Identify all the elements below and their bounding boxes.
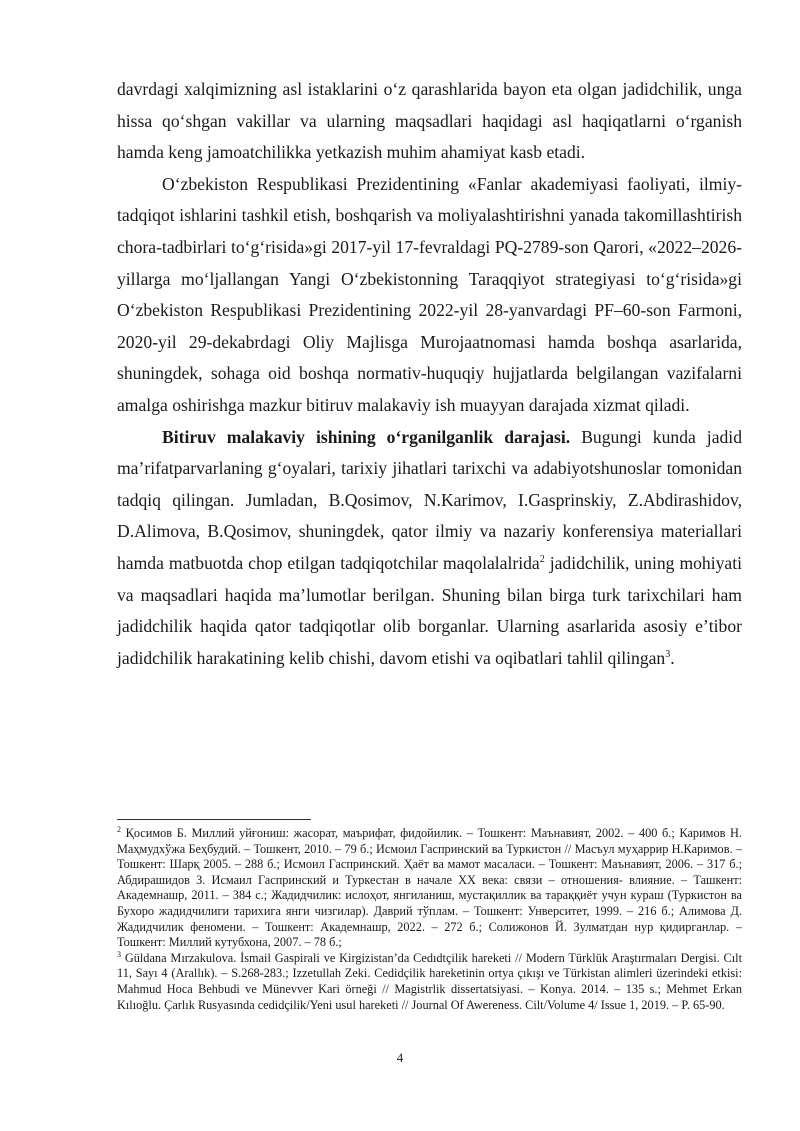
footnotes [117, 826, 742, 1013]
paragraph-3-end: . [670, 647, 675, 668]
main-text [117, 74, 742, 674]
footnote-separator [117, 819, 311, 820]
paragraph-3 [117, 422, 742, 675]
footnote-ref-3[interactable]: 3 [665, 648, 671, 660]
footnote-3 [117, 951, 742, 1013]
paragraph-3-text-b: jadidchilik, uning mohiyati va maqsadlari haqida maʼlumotlar berilgan. Shuning bilan birga turk tarixchilari ham jadidchilik haqida qator tadqiqotlar olib borganlar. Ularning asarlarida asosiy eʼtibor jadidchilik harakatining kelib chishi, davom etishi va oqibatlari tahlil qilingan [117, 552, 742, 668]
paragraph-3-text-a: Bugungi kunda jadid maʼrifatparvarlaning gʻoyalari, tarixiy jihatlari tarixchi va adabiyotshunoslar tomonidan tadqiq qilingan. Jumladan, B.Qosimov, N.Karimov, I.Gasprinskiy, Z.Abdirashidov, D.Alimova, B.Qosimov, shuningdek, qator ilmiy va nazariy konferensiya materiallari hamda matbuotda chop etilgan tadqiqotchilar maqolalalrida [117, 426, 742, 573]
footnote-2 [117, 826, 742, 951]
section-heading: Bitiruv malakaviy ishining oʻrganilganlik darajasi. [162, 426, 571, 447]
footnote-text: Güldana Mırzakulova. İsmail Gaspirali ve Kirgizistan’da Cedıdtçilik hareketi // Modern Türklük Araştırmaları Dergisi. Cılt 11, Sayı 4 (Arallık). – S.268-283.; Izzetullah Zeki. Cedidçilik hareketinin ortya çıkışı ve Türkistan alimleri üzerindeki etkisi: Mahmud Hoca Behbudi ve Münevver Kari örneği // Magistrlik dissertatsiyasi. – Konya. 2014. – 135 s.; Mehmet Erkan Kılıoğlu. Çarlık Rusyasında cedidçilik/Yeni usul hareketi // Journal Of Awereness. Cilt/Volume 4/ Issue 1, 2019. – P. 65-90. [117, 950, 742, 1012]
footnote-number: 3 [117, 949, 121, 959]
paragraph-2: Oʻzbekiston Respublikasi Prezidentining «Fanlar akademiyasi faoliyati, ilmiy-tadqiqot ishlarini tashkil etish, boshqarish va moliyalashtirishni yanada takomillashtirish chora-tadbirlari toʻgʻrisida»gi 2017-yil 17-fevraldagi PQ-2789-son Qarori, «2022–2026-yillarga moʻljallangan Yangi Oʻzbekistonning Taraqqiyot strategiyasi toʻgʻrisida»gi Oʻzbekiston Respublikasi Prezidentining 2022-yil 28-yanvardagi PF–60-son Farmoni, 2020-yil 29-dekabrdagi Oliy Majlisga Murojaatnomasi hamda boshqa asarlarida, shuningdek, sohaga oid boshqa normativ-huquqiy hujjatlarda belgilangan vazifalarni amalga oshirishga mazkur bitiruv malakaviy ish muayyan darajada xizmat qiladi. [117, 173, 742, 415]
page-number: 4 [396, 1050, 404, 1065]
footnote-ref-2[interactable]: 2 [539, 554, 545, 566]
footnote-text: Қосимов Б. Миллий уйғониш: жасорат, маърифат, фидойилик. – Тошкент: Маънавият, 2002. – 400 б.; Каримов Н. Маҳмудхўжа Беҳбудий. – Тошкент, 2010. – 79 б.; Исмоил Гаспринский ва Туркистон // Масъул муҳаррир Н.Каримов. – Тошкент: Шарқ 2005. – 288 б.; Исмоил Гаспринский. Ҳаёт ва мамот масаласи. – Тошкент: Маънавият, 2006. – 317 б.; Абдирашидов З. Исмаил Гаспринский и Туркестан в начале XX века: связи – отношения- влияние. – Ташкент: Академнашр, 2011. – 384 с.; Жадидчилик: ислоҳот, янгиланиш, мустақиллик ва тараққиёт учун кураш (Туркистон ва Бухоро жадидчилиги тарихига янги чизгилар). Даврий тўплам. – Тошкент: Унверситет, 1999. – 216 б.; Алимова Д. Жадидчилик феномени. – Тошкент: Академнашр, 2022. – 272 б.; Солижонов Й. Зулматдан нур қидирганлар. – Тошкент: Миллий кутубхона, 2007. – 78 б.; [117, 826, 742, 950]
footnote-number: 2 [117, 824, 121, 834]
paragraph-1: davrdagi xalqimizning asl istaklarini oʻz qarashlarida bayon eta olgan jadidchilik, unga hissa qoʻshgan vakillar va ularning maqsadlari haqidagi asl haqiqatlarni oʻrganish hamda keng jamoatchilikka yetkazish muhim ahamiyat kasb etadi. [117, 79, 742, 163]
